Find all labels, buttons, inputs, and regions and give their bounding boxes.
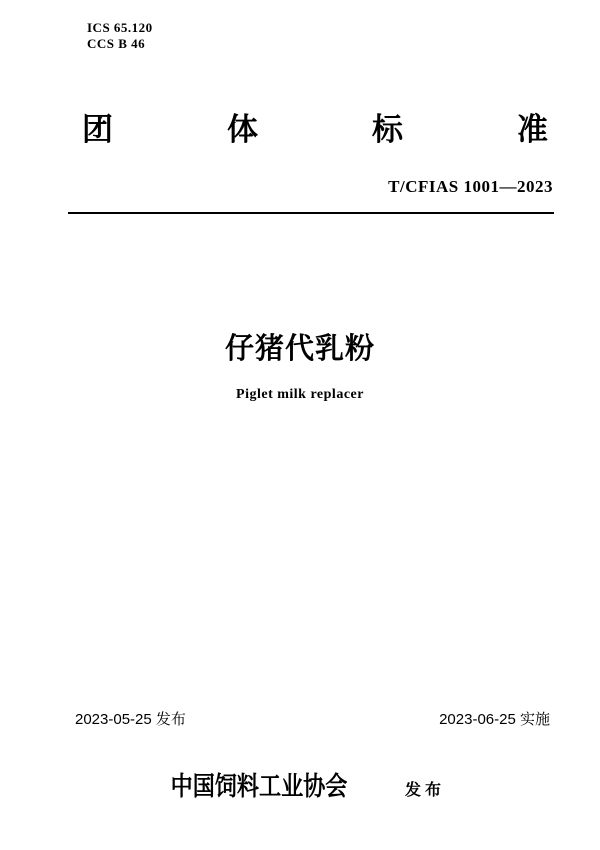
standard-type-char: 体 [227,112,258,147]
standard-type-char: 准 [517,112,548,147]
standard-type-char: 团 [82,112,113,147]
publisher-row [0,766,600,803]
dates-row [75,708,550,729]
ics-code: ICS 65.120 [87,20,153,35]
standard-number: T/CFIAS 1001—2023 [388,177,553,196]
standard-type-char: 标 [372,112,403,147]
header-divider [68,212,554,214]
document-title-english: Piglet milk replacer [236,387,364,402]
publish-label: 发布 [405,782,446,799]
standard-type-title [82,104,548,149]
issue-date: 2023-05-25 发布 [75,711,186,728]
ccs-code: CCS B 46 [87,36,146,51]
implementation-date: 2023-06-25 实施 [439,711,550,728]
publisher-name: 中国饲料工业协会 [170,772,348,801]
document-title: 仔猪代乳粉 [224,333,375,365]
classification-codes [87,20,153,52]
